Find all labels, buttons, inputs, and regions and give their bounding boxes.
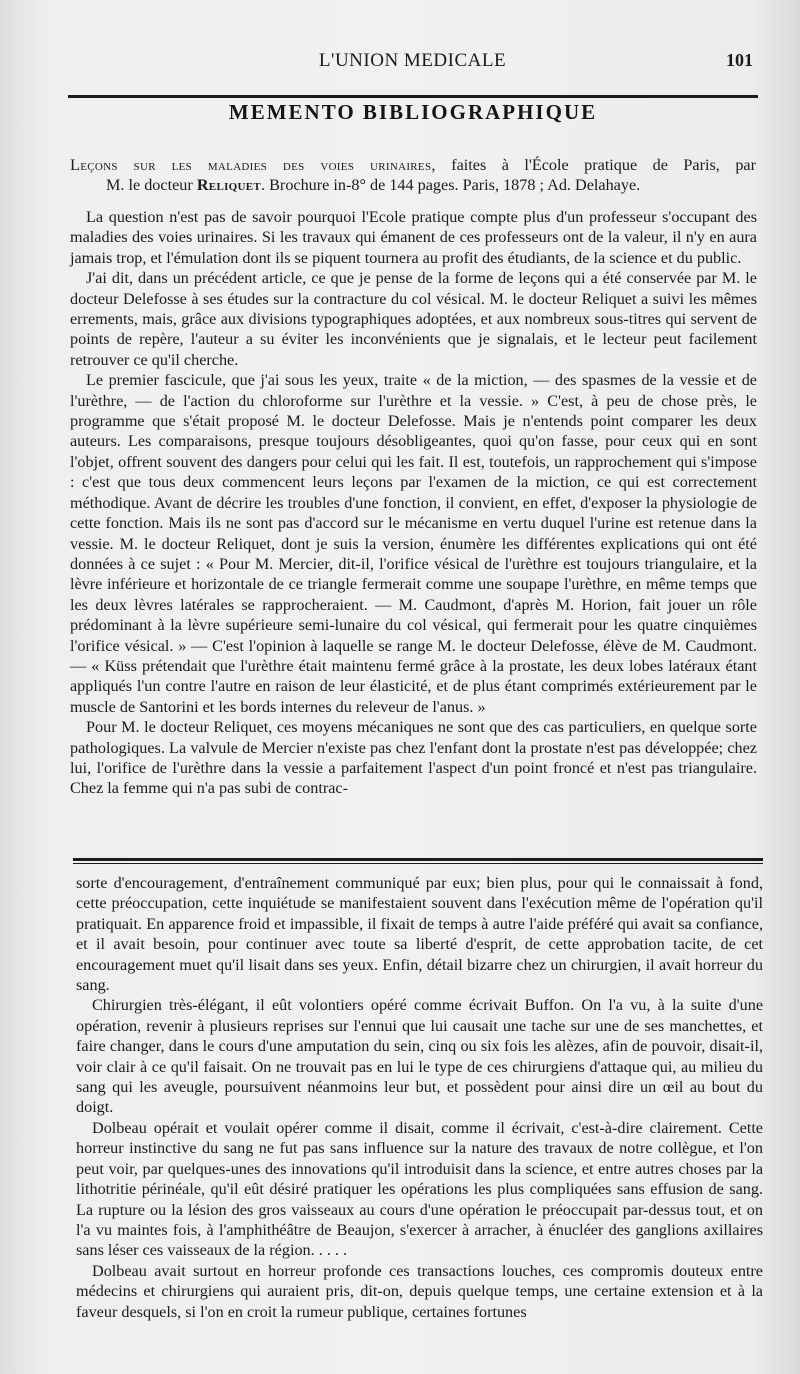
feuilleton-paragraph: Chirurgien très-élégant, il eût volontiers opéré comme écrivait Buffon. On l'a vu, à la suite d'une opération, revenir à plusieurs reprises sur l'ennui que lui causait une tache sur une de ses manchettes, et faire changer, dans le cours d'une amputation du sein, cinq ou six fois les alèzes, afin de pouvoir, disait-il, voir clair à ce qu'il faisait. On ne trouvait pas en lui le type de ces chirurgiens d'attaque qui, au milieu du sang qui les aveugle, poursuivent néanmoins leur but, et possèdent pour ainsi dire un œil au bout du doigt. [76, 996, 763, 1117]
review-paragraph: La question n'est pas de savoir pourquoi l'Ecole pratique compte plus d'un professeur s'occupant des maladies des voies urinaires. Si les travaux qui émanent de ces professeurs ont de la valeur, il n'y en aura jamais trop, et l'émulation dont ils se piquent tournera au profit des étudiants, de la science et du public. [70, 208, 757, 267]
section-title: MEMENTO BIBLIOGRAPHIQUE [228, 100, 598, 124]
review-article [70, 207, 757, 799]
running-title: L'UNION MEDICALE [318, 50, 507, 71]
review-paragraph: J'ai dit, dans un précédent article, ce que je pense de la forme de leçons qui a été conservée par M. le docteur Delefosse à ses études sur la contracture du col vésical. M. le docteur Reliquet a suivi les mêmes errements, mais, grâce aux divisions typographiques adoptées, et aux nombreux sous-titres qui servent de points de repère, l'auteur a su éviter les inconvénients que je signalais, et le lecteur peut facilement retrouver ce qu'il cherche. [70, 269, 757, 369]
feuilleton-rule-thin [73, 863, 763, 864]
feuilleton-article [76, 873, 763, 1322]
book-title-rest: faites à l'École pratique de Paris, par [435, 156, 756, 174]
feuilleton-rule-thick [73, 858, 763, 861]
review-paragraph: Le premier fascicule, que j'ai sous les yeux, traite « de la miction, — des spasmes de la vessie et de l'urèthre, — de l'action du chloroforme sur l'urèthre et la vessie. » C'est, à peu de chose près, le programme que s'était proposé M. le docteur Delefosse. Mais je n'entends point comparer les deux auteurs. Les comparaisons, presque toujours désobligeantes, quoi qu'on fasse, pour ceux qui en sont l'objet, offrent souvent des dangers pour celui qui les fait. Il est, toutefois, un rapprochement qui s'impose : c'est que tous deux commencent leurs leçons par l'examen de la miction, ce qui est correctement méthodique. Avant de décrire les troubles d'une fonction, il convient, en effet, d'exposer la physiologie de cette fonction. Mais ils ne sont pas d'accord sur le mécanisme en vertu duquel l'urine est retenue dans la vessie. M. le docteur Reliquet, dont je suis la version, énumère les différentes explications qui ont été données à ce sujet : « Pour M. Mercier, dit-il, l'orifice vésical de l'urèthre est toujours triangulaire, et la lèvre inférieure et horizontale de ce triangle fermerait comme une soupape l'urèthre, en même temps que les deux lèvres latérales se rapprocheraient. — M. Caudmont, d'après M. Horion, fait jouer un rôle prédominant à la lèvre supérieure semi-lunaire du col vésical, qui fermerait pour les quatre cinquièmes l'orifice vésical. » — C'est l'opinion à laquelle se range M. le docteur Delefosse, élève de M. Caudmont. — « Küss prétendait que l'urèthre était maintenu fermé grâce à la prostate, les deux lobes latéraux étant appliqués l'un contre l'autre en raison de leur élasticité, et de plus étant comprimés extérieurement par le muscle de Santorini et les bords internes du releveur de l'anus. » [70, 371, 757, 716]
feuilleton-paragraph: Dolbeau opérait et voulait opérer comme il disait, comme il écrivait, c'est-à-dire clairement. Cette horreur instinctive du sang ne fut pas sans influence sur la nature des travaux de notre collègue, et l'on peut voir, par quelques-unes des innovations qu'il introduisit dans la science, et entre autres choses par la lithotritie périnéale, qu'il eût désiré pratiquer les opérations les plus compliquées sans effusion de sang. La rupture ou la lésion des gros vaisseaux au cours d'une opération le préoccupait par-dessus tout, et on l'a vu maintes fois, à l'amphithéâtre de Beaujon, s'exercer à arracher, à énucléer des ganglions axillaires sans léser ces vaisseaux de la région. . . . . [76, 1118, 763, 1260]
running-head [70, 50, 755, 72]
bibliography-author-line [70, 175, 756, 195]
feuilleton-paragraph: Dolbeau avait surtout en horreur profonde ces transactions louches, ces compromis douteux entre médecins et chirurgiens qui auraient pris, dit-on, depuis quelque temps, une certaine extension et à la faveur desquels, si l'on en croit la rumeur publique, certaines fortunes [76, 1261, 763, 1321]
review-paragraph: Pour M. le docteur Reliquet, ces moyens mécaniques ne sont que des cas particuliers, en quelque sorte pathologiques. La valvule de Mercier n'existe pas chez l'enfant dont la prostate n'est pas développée; chez lui, l'orifice de l'urèthre dans la vessie a parfaitement l'aspect d'un point froncé et n'est pas triangulaire. Chez la femme qui n'a pas subi de contrac- [70, 718, 757, 798]
book-title: Leçons sur les maladies des voies urinaires, [70, 156, 436, 174]
author-prefix: M. le docteur [106, 176, 197, 194]
feuilleton-paragraph: sorte d'encouragement, d'entraînement communiqué par eux; bien plus, pour qui le connaissait à fond, cette préoccupation, cette inquiétude se manifestaient souvent dans l'exécution même de l'opération qu'il pratiquait. En apparence froid et impassible, il fixait de temps à autre l'aide préféré qui avait sa confiance, et il avait besoin, pour continuer avec toute sa liberté d'esprit, de cette approbation tacite, de cet encouragement muet qu'il lisait dans ses yeux. Enfin, détail bizarre chez un chirurgien, il avait horreur du sang. [76, 874, 763, 995]
author-name: Reliquet [196, 176, 262, 194]
page-number: 101 [726, 50, 753, 70]
header-rule [68, 95, 758, 98]
publication-details: . Brochure in-8° de 144 pages. Paris, 1878 ; Ad. Delahaye. [261, 176, 641, 194]
bibliography-title-line [70, 155, 756, 175]
bibliography-entry [70, 155, 756, 195]
